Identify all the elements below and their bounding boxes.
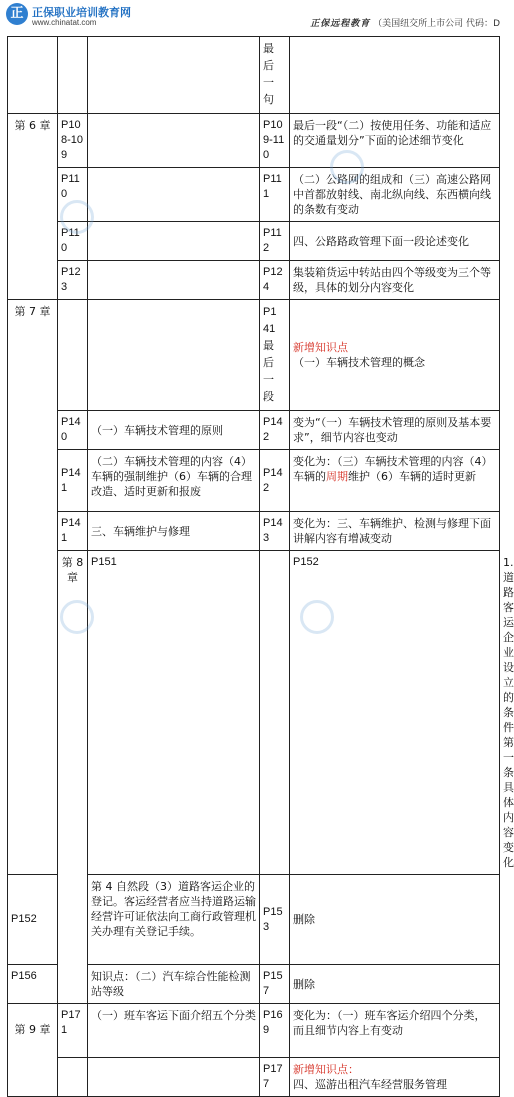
chapter-cell: 第 7 章 — [8, 300, 58, 875]
new-content-cell — [290, 300, 500, 411]
watermark-mark — [300, 600, 334, 634]
new-page-cell: P152 — [290, 551, 500, 875]
old-page-cell: P108-109 — [58, 114, 88, 168]
new-content-part-b: 维护（6）车辆的适时更新 — [348, 470, 476, 483]
old-content-cell — [88, 300, 260, 411]
table-row — [8, 1004, 500, 1058]
new-content-cell: 删除 — [290, 875, 500, 965]
new-page-text: P141最后一段 — [263, 306, 277, 403]
table-row — [8, 512, 500, 551]
table-row — [8, 37, 500, 114]
chapter-cell — [8, 37, 58, 114]
table-row — [8, 411, 500, 450]
table-row — [8, 1058, 500, 1097]
table-row — [8, 450, 500, 512]
new-knowledge-tag: 新增知识点： — [293, 1063, 359, 1076]
old-page-cell: P123 — [58, 261, 88, 300]
old-page-cell: P152 — [8, 875, 58, 965]
chapter-cell: 第 8 章 — [58, 551, 88, 1004]
code-value: D — [493, 19, 500, 29]
new-content-cell: 集装箱货运中转站由四个等级变为三个等级，具体的划分内容变化 — [290, 261, 500, 300]
table-row — [8, 300, 500, 411]
old-content-cell: 三、车辆维护与修理 — [88, 512, 260, 551]
table-row: 第 8 章 P151 P152 1.道路客运企业设立的条件第一条具体内容变化 — [8, 551, 500, 875]
new-page-cell: P109-110 — [260, 114, 290, 168]
chapter-cell: 第 9 章 — [8, 1004, 58, 1097]
new-page-cell: P112 — [260, 222, 290, 261]
old-content-cell — [88, 1058, 260, 1097]
old-page-cell: P151 — [88, 551, 260, 875]
old-content-cell: （二）车辆技术管理的内容（4）车辆的强制维护（6）车辆的合理改造、适时更新和报废 — [88, 450, 260, 512]
new-page-cell: P124 — [260, 261, 290, 300]
old-page-cell: P171 — [58, 1004, 88, 1058]
old-page-cell: P110 — [58, 222, 88, 261]
new-knowledge-tag: 新增知识点 — [293, 341, 348, 354]
new-content-cell — [290, 450, 500, 512]
header-company-info — [310, 16, 500, 29]
new-page-cell: P142 — [260, 411, 290, 450]
new-page-cell — [260, 37, 290, 114]
new-page-cell: P157 — [260, 965, 290, 1004]
new-content-cell — [290, 1058, 500, 1097]
new-page-cell: P142 — [260, 450, 290, 512]
watermark-mark — [60, 200, 94, 234]
table-row — [8, 114, 500, 168]
new-page-cell: P153 — [260, 875, 290, 965]
company-note: （美国纽交所上市公司 — [373, 19, 464, 29]
new-page-cell: P177 — [260, 1058, 290, 1097]
old-page-cell — [58, 37, 88, 114]
new-page-cell: P169 — [260, 1004, 290, 1058]
table-row — [8, 261, 500, 300]
new-content-text: 四、巡游出租汽车经营服务管理 — [293, 1078, 447, 1091]
watermark-mark — [330, 150, 364, 184]
old-page-cell: P140 — [58, 411, 88, 450]
chapter-cell: 第 6 章 — [8, 114, 58, 300]
old-content-cell: （一）车辆技术管理的原则 — [88, 411, 260, 450]
new-content-cell — [290, 37, 500, 114]
watermark-mark — [60, 600, 94, 634]
old-content-cell — [88, 37, 260, 114]
old-content-cell — [88, 261, 260, 300]
old-page-cell — [58, 1058, 88, 1097]
new-content-cell: 最后一段“（二）按使用任务、功能和适应的交通量划分”下面的论述细节变化 — [290, 114, 500, 168]
new-page-text: 最后一句 — [263, 43, 274, 106]
code-label: 代码： — [466, 19, 494, 29]
new-content-cell: 删除 — [290, 965, 500, 1004]
logo-mark: 正 — [6, 3, 28, 25]
old-content-cell: 知识点：（二）汽车综合性能检测站等级 — [88, 965, 260, 1004]
old-content-cell: （一）班车客运下面介绍五个分类 — [88, 1004, 260, 1058]
page-header — [0, 0, 502, 36]
logo-title: 正保职业培训教育网 — [32, 6, 131, 19]
old-content-cell — [260, 551, 290, 875]
brand-name: 正保远程教育 — [310, 19, 371, 29]
new-content-part-a: 变化为：（三）车辆技术管理的内容（4）车辆的 — [293, 455, 493, 483]
old-content-cell — [88, 114, 260, 168]
old-page-cell: P156 — [8, 965, 58, 1004]
old-content-cell — [88, 222, 260, 261]
new-content-cell: 变化为：（一）班车客运介绍四个分类，而且细节内容上有变动 — [290, 1004, 500, 1058]
new-page-cell — [260, 300, 290, 411]
old-page-cell — [58, 300, 88, 411]
new-content-cell: （二）公路网的组成和（三）高速公路网中首都放射线、南北纵向线、东西横向线的条数有变动 — [290, 168, 500, 222]
new-content-text: （一）车辆技术管理的概念 — [293, 356, 425, 369]
old-content-cell — [88, 168, 260, 222]
new-content-highlight: 周期 — [326, 470, 348, 483]
changes-table — [7, 36, 514, 1097]
new-content-cell: 变为“（一）车辆技术管理的原则及基本要求”，细节内容也变动 — [290, 411, 500, 450]
old-content-cell: 第 4 自然段（3）道路客运企业的登记。客运经营者应当持道路运输经营许可证依法向工商行政管理机关办理有关登记手续。 — [88, 875, 260, 965]
old-page-cell: P141 — [58, 512, 88, 551]
new-page-cell: P143 — [260, 512, 290, 551]
new-page-cell: P111 — [260, 168, 290, 222]
new-content-cell: 四、公路路政管理下面一段论述变化 — [290, 222, 500, 261]
new-content-cell: 变化为：三、车辆维护、检测与修理下面讲解内容有增减变动 — [290, 512, 500, 551]
old-page-cell: P110 — [58, 168, 88, 222]
logo-url: www.chinatat.com — [32, 18, 97, 27]
old-page-cell: P141 — [58, 450, 88, 512]
logo[interactable] — [6, 3, 156, 33]
